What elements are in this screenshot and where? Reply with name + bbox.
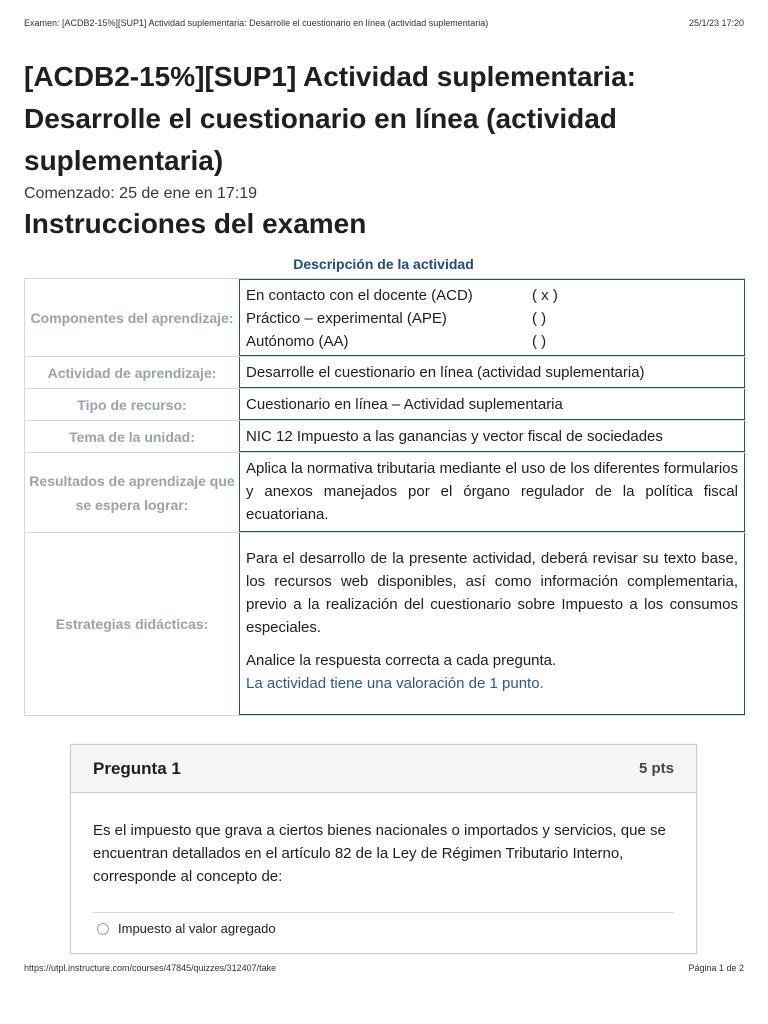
activity-label: Actividad de aprendizaje: [24,357,239,388]
question-card [70,744,697,954]
page-title: [ACDB2-15%][SUP1] Actividad suplementaria: Desarrolle el cuestionario en línea (actividad suplementaria) [24,61,636,176]
topic-row [24,420,745,452]
print-footer-page: Página 1 de 2 [688,963,744,973]
component-item [246,307,738,330]
instructions-heading: Instrucciones del examen [24,208,367,239]
question-points: 5 pts [638,760,674,777]
print-header-title: Examen: [ACDB2-15%][SUP1] Actividad suplementaria: Desarrolle el cuestionario en línea (actividad suplementaria) [24,18,489,28]
component-mark: ( ) [532,333,547,350]
results-row [24,452,745,532]
component-name: Práctico – experimental (APE) [246,310,447,327]
components-row [24,278,745,356]
topic-label: Tema de la unidad: [24,421,239,452]
strategies-row [24,532,745,716]
description-caption: Descripción de la actividad [293,256,474,272]
topic-value: NIC 12 Impuesto a las ganancias y vector fiscal de sociedades [239,421,745,452]
strategies-paragraph: Analice la respuesta correcta a cada pregunta. [246,652,557,669]
print-footer [24,963,744,977]
radio-button[interactable] [97,923,109,935]
answer-option[interactable] [71,913,696,936]
question-title: Pregunta 1 [93,758,181,778]
print-header [24,18,744,32]
resource-row [24,388,745,420]
results-value: Aplica la normativa tributaria mediante el uso de los diferentes formularios y anexos manejados por el órgano regulador de la política fiscal ecuatoriana. [239,453,745,532]
component-mark: ( ) [532,310,547,327]
activity-row [24,356,745,388]
strategies-label: Estrategias didácticas: [24,533,239,715]
answer-option-label: Impuesto al valor agregado [118,921,276,936]
print-header-date: 25/1/23 17:20 [688,18,744,28]
components-label: Componentes del aprendizaje: [24,279,239,356]
resource-value: Cuestionario en línea – Actividad suplementaria [239,389,745,420]
component-item [246,330,738,353]
component-name: Autónomo (AA) [246,333,349,350]
components-value [239,279,745,356]
component-mark: ( x ) [532,287,558,304]
strategies-value [239,533,745,715]
started-time: Comenzado: 25 de ene en 17:19 [24,185,258,202]
component-item [246,284,738,307]
question-header [71,745,696,793]
question-text: Es el impuesto que grava a ciertos bienes nacionales o importados y servicios, que se encuentran detallados en el artículo 82 de la Ley de Régimen Tributario Interno, corresponde al concepto de: [93,822,666,885]
print-footer-url: https://utpl.instructure.com/courses/47845/quizzes/312407/take [24,963,277,973]
strategies-paragraph: Para el desarrollo de la presente actividad, deberá revisar su texto base, los recursos web disponibles, así como información complementaria, previo a la realización del cuestionario sobre Impuesto a los consumos especiales. [246,550,738,636]
results-label: Resultados de aprendizaje que se espera lograr: [24,453,239,532]
activity-value: Desarrolle el cuestionario en línea (actividad suplementaria) [239,357,745,388]
strategies-score-note: La actividad tiene una valoración de 1 punto. [246,675,544,692]
resource-label: Tipo de recurso: [24,389,239,420]
component-name: En contacto con el docente (ACD) [246,287,473,304]
